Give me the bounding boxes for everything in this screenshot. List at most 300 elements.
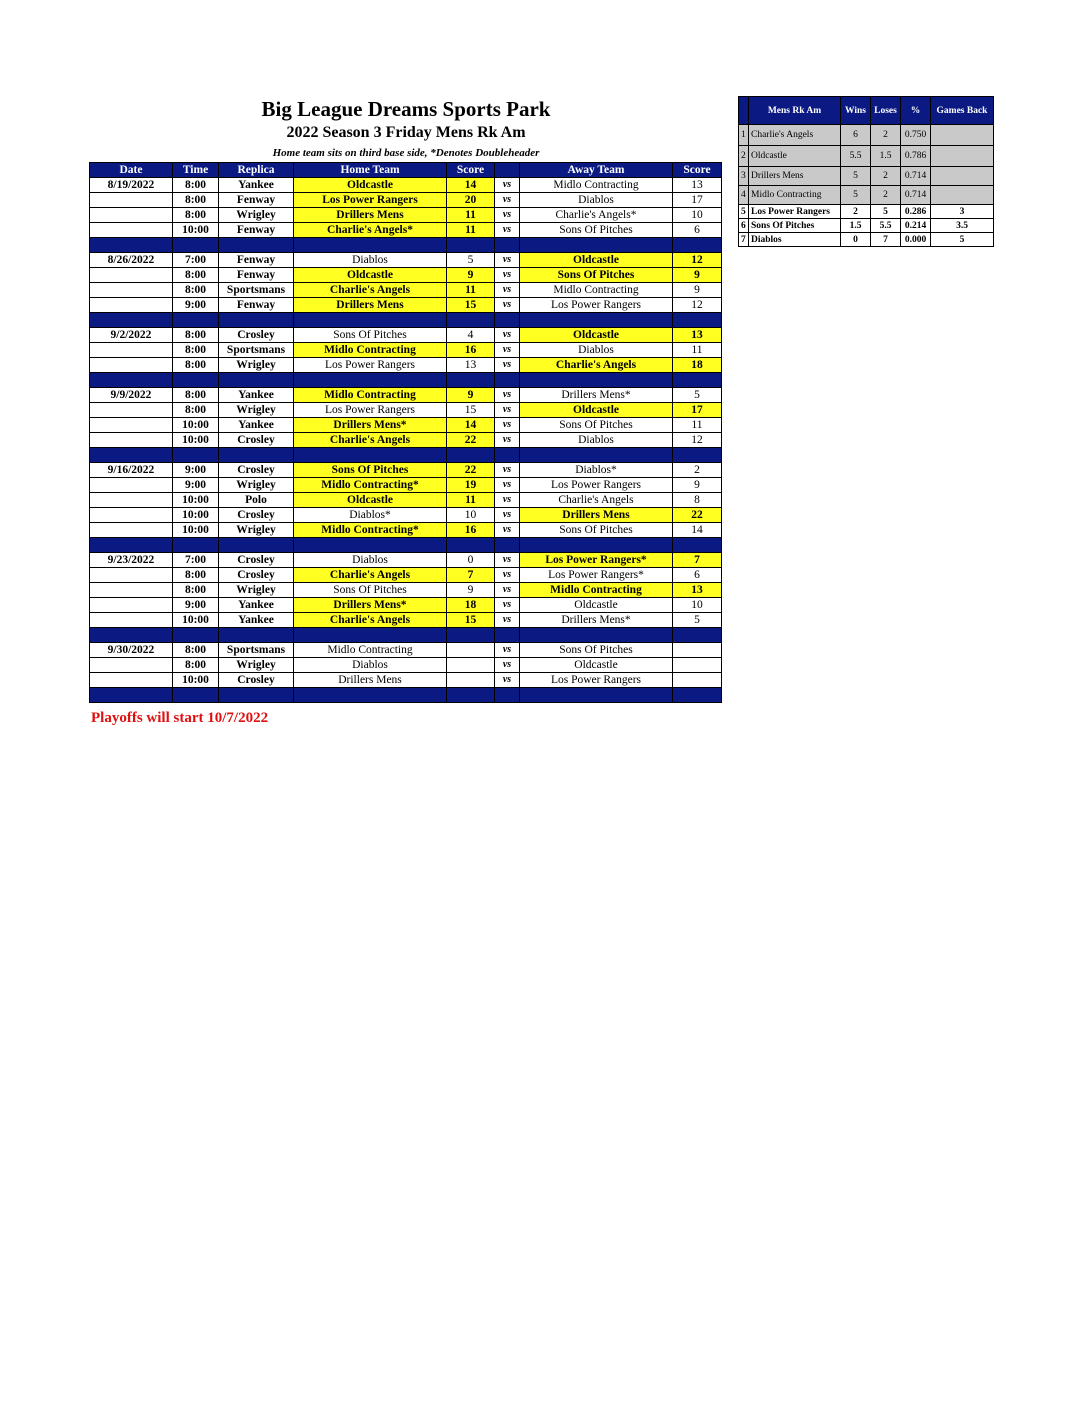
- game-time: 8:00: [173, 358, 219, 373]
- separator-cell: [447, 448, 495, 463]
- page-title: Big League Dreams Sports Park: [261, 97, 551, 121]
- separator-cell: [90, 538, 173, 553]
- home-team: Midlo Contracting: [294, 388, 447, 403]
- separator-cell: [673, 313, 722, 328]
- standings-team: Drillers Mens: [749, 167, 841, 186]
- away-score: 12: [673, 298, 722, 313]
- standings-games-back: 3.5: [931, 219, 994, 233]
- game-time: 8:00: [173, 388, 219, 403]
- separator-cell: [90, 373, 173, 388]
- standings-row: [739, 186, 994, 205]
- home-score: 4: [447, 328, 495, 343]
- home-team: Diablos: [294, 658, 447, 673]
- vs-label: vs: [495, 658, 520, 673]
- home-team: Los Power Rangers: [294, 403, 447, 418]
- standings-games-back: [931, 167, 994, 186]
- separator-cell: [219, 448, 294, 463]
- game-replica: Wrigley: [219, 583, 294, 598]
- game-row: [90, 403, 722, 418]
- away-score: 9: [673, 283, 722, 298]
- standings-rank: 7: [739, 233, 749, 247]
- separator-cell: [495, 373, 520, 388]
- game-date-empty: [90, 403, 173, 418]
- game-date-empty: [90, 343, 173, 358]
- game-replica: Yankee: [219, 598, 294, 613]
- standings-wins: 2: [841, 205, 871, 219]
- game-time: 8:00: [173, 268, 219, 283]
- away-team: Drillers Mens: [520, 508, 673, 523]
- game-date-empty: [90, 283, 173, 298]
- game-time: 10:00: [173, 493, 219, 508]
- standings-pct: 0.286: [901, 205, 931, 219]
- game-date-empty: [90, 673, 173, 688]
- vs-label: vs: [495, 208, 520, 223]
- away-team: Sons Of Pitches: [520, 268, 673, 283]
- vs-label: vs: [495, 478, 520, 493]
- vs-label: vs: [495, 253, 520, 268]
- away-team: Midlo Contracting: [520, 583, 673, 598]
- home-score: 11: [447, 208, 495, 223]
- home-score: 13: [447, 358, 495, 373]
- standings-rank: 4: [739, 186, 749, 205]
- away-score: 9: [673, 478, 722, 493]
- game-date-empty: [90, 613, 173, 628]
- separator-cell: [219, 688, 294, 703]
- away-score: 8: [673, 493, 722, 508]
- vs-label: vs: [495, 568, 520, 583]
- home-team: Charlie's Angels: [294, 433, 447, 448]
- game-time: 8:00: [173, 328, 219, 343]
- game-date: 8/26/2022: [90, 253, 173, 268]
- week-separator: [90, 313, 722, 328]
- standings-team: Sons Of Pitches: [749, 219, 841, 233]
- vs-label: vs: [495, 523, 520, 538]
- home-team: Charlie's Angels*: [294, 223, 447, 238]
- game-time: 9:00: [173, 463, 219, 478]
- standings-team: Midlo Contracting: [749, 186, 841, 205]
- game-row: [90, 658, 722, 673]
- standings-pct: 0.714: [901, 167, 931, 186]
- game-time: 8:00: [173, 283, 219, 298]
- home-score: 7: [447, 568, 495, 583]
- home-team: Sons Of Pitches: [294, 328, 447, 343]
- game-row: [90, 268, 722, 283]
- separator-cell: [673, 448, 722, 463]
- standings-wins: 0: [841, 233, 871, 247]
- game-row: [90, 298, 722, 313]
- standings-header-games-back: Games Back: [931, 97, 994, 125]
- separator-cell: [673, 628, 722, 643]
- game-row: [90, 643, 722, 658]
- col-header-replica: Replica: [219, 163, 294, 178]
- separator-cell: [495, 628, 520, 643]
- away-score: 13: [673, 328, 722, 343]
- standings-pct: 0.714: [901, 186, 931, 205]
- home-team: Charlie's Angels: [294, 283, 447, 298]
- away-score: 13: [673, 178, 722, 193]
- away-team: Sons Of Pitches: [520, 523, 673, 538]
- away-team: Los Power Rangers: [520, 673, 673, 688]
- home-score: 9: [447, 388, 495, 403]
- vs-label: vs: [495, 328, 520, 343]
- col-header-time: Time: [173, 163, 219, 178]
- home-score: 5: [447, 253, 495, 268]
- separator-cell: [294, 373, 447, 388]
- separator-cell: [447, 373, 495, 388]
- home-score: 22: [447, 463, 495, 478]
- week-separator: [90, 688, 722, 703]
- standings-row: [739, 146, 994, 167]
- game-row: [90, 418, 722, 433]
- away-team: Sons Of Pitches: [520, 418, 673, 433]
- away-team: Midlo Contracting: [520, 283, 673, 298]
- away-team: Los Power Rangers: [520, 298, 673, 313]
- separator-cell: [219, 313, 294, 328]
- game-row: [90, 193, 722, 208]
- separator-cell: [294, 313, 447, 328]
- separator-cell: [447, 688, 495, 703]
- home-team: Los Power Rangers: [294, 358, 447, 373]
- game-replica: Sportsmans: [219, 643, 294, 658]
- away-team: Diablos*: [520, 463, 673, 478]
- game-time: 8:00: [173, 208, 219, 223]
- separator-cell: [173, 688, 219, 703]
- home-score: 11: [447, 493, 495, 508]
- standings-loses: 5: [871, 205, 901, 219]
- game-row: [90, 613, 722, 628]
- game-row: [90, 343, 722, 358]
- away-team: Sons Of Pitches: [520, 643, 673, 658]
- home-score: 20: [447, 193, 495, 208]
- home-team: Charlie's Angels: [294, 613, 447, 628]
- away-score: 2: [673, 463, 722, 478]
- standings-header-loses: Loses: [871, 97, 901, 125]
- game-replica: Crosley: [219, 568, 294, 583]
- separator-cell: [219, 538, 294, 553]
- away-score: 5: [673, 613, 722, 628]
- game-replica: Yankee: [219, 178, 294, 193]
- standings-header-wins: Wins: [841, 97, 871, 125]
- away-team: Midlo Contracting: [520, 178, 673, 193]
- separator-cell: [495, 313, 520, 328]
- separator-cell: [90, 628, 173, 643]
- home-team: Diablos: [294, 253, 447, 268]
- standings-loses: 7: [871, 233, 901, 247]
- game-time: 9:00: [173, 598, 219, 613]
- game-time: 10:00: [173, 418, 219, 433]
- standings-wins: 5.5: [841, 146, 871, 167]
- away-score: 12: [673, 433, 722, 448]
- home-score: 15: [447, 613, 495, 628]
- vs-label: vs: [495, 298, 520, 313]
- game-replica: Crosley: [219, 673, 294, 688]
- home-score: [447, 643, 495, 658]
- home-team: Drillers Mens*: [294, 598, 447, 613]
- home-score: 14: [447, 178, 495, 193]
- game-time: 8:00: [173, 193, 219, 208]
- game-time: 7:00: [173, 253, 219, 268]
- game-date: 9/2/2022: [90, 328, 173, 343]
- game-row: [90, 523, 722, 538]
- home-score: 14: [447, 418, 495, 433]
- game-time: 9:00: [173, 298, 219, 313]
- game-date-empty: [90, 223, 173, 238]
- vs-label: vs: [495, 358, 520, 373]
- separator-cell: [173, 373, 219, 388]
- away-score: 17: [673, 193, 722, 208]
- home-team: Drillers Mens: [294, 298, 447, 313]
- game-replica: Wrigley: [219, 658, 294, 673]
- separator-cell: [294, 538, 447, 553]
- separator-cell: [520, 538, 673, 553]
- separator-cell: [520, 238, 673, 253]
- game-replica: Yankee: [219, 388, 294, 403]
- game-replica: Yankee: [219, 418, 294, 433]
- home-team: Midlo Contracting*: [294, 478, 447, 493]
- home-team: Midlo Contracting*: [294, 523, 447, 538]
- home-score: 16: [447, 523, 495, 538]
- standings-body: [739, 125, 994, 247]
- vs-label: vs: [495, 403, 520, 418]
- vs-label: vs: [495, 223, 520, 238]
- game-row: [90, 493, 722, 508]
- standings-table: [738, 96, 994, 247]
- away-team: Los Power Rangers*: [520, 568, 673, 583]
- separator-cell: [495, 688, 520, 703]
- home-score: 9: [447, 268, 495, 283]
- separator-cell: [90, 238, 173, 253]
- game-replica: Crosley: [219, 433, 294, 448]
- game-date-empty: [90, 208, 173, 223]
- standings-team: Diablos: [749, 233, 841, 247]
- separator-cell: [90, 313, 173, 328]
- away-score: 6: [673, 223, 722, 238]
- game-replica: Fenway: [219, 223, 294, 238]
- home-score: 11: [447, 283, 495, 298]
- game-replica: Wrigley: [219, 403, 294, 418]
- game-date: 9/30/2022: [90, 643, 173, 658]
- col-header-away-score: Score: [673, 163, 722, 178]
- vs-label: vs: [495, 598, 520, 613]
- game-time: 8:00: [173, 178, 219, 193]
- game-time: 7:00: [173, 553, 219, 568]
- season-subtitle: 2022 Season 3 Friday Mens Rk Am: [286, 124, 526, 141]
- game-date-empty: [90, 583, 173, 598]
- home-score: 0: [447, 553, 495, 568]
- away-team: Charlie's Angels: [520, 493, 673, 508]
- schedule-table: [89, 162, 722, 703]
- game-row: [90, 358, 722, 373]
- standings-games-back: 3: [931, 205, 994, 219]
- standings-rank: 3: [739, 167, 749, 186]
- away-team: Diablos: [520, 433, 673, 448]
- schedule-note: Home team sits on third base side, *Denotes Doubleheader: [272, 147, 540, 159]
- game-date-empty: [90, 193, 173, 208]
- standings-loses: 2: [871, 186, 901, 205]
- home-score: 18: [447, 598, 495, 613]
- separator-cell: [673, 688, 722, 703]
- schedule-header-row: [90, 163, 722, 178]
- standings-pct: 0.214: [901, 219, 931, 233]
- game-time: 8:00: [173, 643, 219, 658]
- game-date-empty: [90, 418, 173, 433]
- standings-games-back: [931, 146, 994, 167]
- game-time: 10:00: [173, 673, 219, 688]
- standings-team: Los Power Rangers: [749, 205, 841, 219]
- vs-label: vs: [495, 388, 520, 403]
- separator-cell: [294, 688, 447, 703]
- vs-label: vs: [495, 178, 520, 193]
- game-replica: Fenway: [219, 193, 294, 208]
- separator-cell: [294, 628, 447, 643]
- game-row: [90, 253, 722, 268]
- game-row: [90, 433, 722, 448]
- standings-row: [739, 219, 994, 233]
- standings-loses: 1.5: [871, 146, 901, 167]
- game-date-empty: [90, 493, 173, 508]
- game-row: [90, 178, 722, 193]
- standings-wins: 5: [841, 167, 871, 186]
- game-replica: Fenway: [219, 298, 294, 313]
- home-team: Sons Of Pitches: [294, 463, 447, 478]
- home-score: [447, 673, 495, 688]
- separator-cell: [447, 238, 495, 253]
- separator-cell: [219, 238, 294, 253]
- game-replica: Fenway: [219, 268, 294, 283]
- playoffs-note: Playoffs will start 10/7/2022: [91, 710, 269, 726]
- week-separator: [90, 373, 722, 388]
- away-team: Sons Of Pitches: [520, 223, 673, 238]
- home-score: [447, 658, 495, 673]
- game-row: [90, 568, 722, 583]
- standings-row: [739, 205, 994, 219]
- home-team: Los Power Rangers: [294, 193, 447, 208]
- vs-label: vs: [495, 283, 520, 298]
- vs-label: vs: [495, 463, 520, 478]
- game-date-empty: [90, 508, 173, 523]
- col-header-home-team: Home Team: [294, 163, 447, 178]
- separator-cell: [173, 448, 219, 463]
- standings-loses: 2: [871, 125, 901, 146]
- away-score: 7: [673, 553, 722, 568]
- game-replica: Crosley: [219, 463, 294, 478]
- game-replica: Wrigley: [219, 478, 294, 493]
- standings-row: [739, 125, 994, 146]
- away-team: Oldcastle: [520, 253, 673, 268]
- home-team: Diablos: [294, 553, 447, 568]
- separator-cell: [673, 373, 722, 388]
- game-date-empty: [90, 478, 173, 493]
- standings-wins: 1.5: [841, 219, 871, 233]
- home-score: 11: [447, 223, 495, 238]
- home-score: 15: [447, 403, 495, 418]
- game-date-empty: [90, 598, 173, 613]
- game-replica: Wrigley: [219, 523, 294, 538]
- away-score: 9: [673, 268, 722, 283]
- separator-cell: [495, 238, 520, 253]
- game-time: 8:00: [173, 403, 219, 418]
- game-date: 9/23/2022: [90, 553, 173, 568]
- schedule-body: [90, 178, 722, 703]
- game-row: [90, 508, 722, 523]
- home-team: Charlie's Angels: [294, 568, 447, 583]
- away-team: Oldcastle: [520, 658, 673, 673]
- separator-cell: [173, 238, 219, 253]
- separator-cell: [520, 313, 673, 328]
- separator-cell: [495, 448, 520, 463]
- away-score: 13: [673, 583, 722, 598]
- vs-label: vs: [495, 583, 520, 598]
- home-team: Drillers Mens: [294, 673, 447, 688]
- game-row: [90, 598, 722, 613]
- separator-cell: [673, 538, 722, 553]
- away-score: 6: [673, 568, 722, 583]
- away-score: 22: [673, 508, 722, 523]
- home-score: 16: [447, 343, 495, 358]
- standings-header-rank: [739, 97, 749, 125]
- game-time: 8:00: [173, 568, 219, 583]
- standings-wins: 6: [841, 125, 871, 146]
- game-replica: Polo: [219, 493, 294, 508]
- away-team: Drillers Mens*: [520, 388, 673, 403]
- game-row: [90, 583, 722, 598]
- separator-cell: [520, 688, 673, 703]
- col-header-date: Date: [90, 163, 173, 178]
- game-time: 10:00: [173, 613, 219, 628]
- away-score: 5: [673, 388, 722, 403]
- game-date-empty: [90, 433, 173, 448]
- away-score: 10: [673, 208, 722, 223]
- game-time: 8:00: [173, 658, 219, 673]
- game-replica: Crosley: [219, 508, 294, 523]
- vs-label: vs: [495, 433, 520, 448]
- game-replica: Wrigley: [219, 208, 294, 223]
- game-date-empty: [90, 523, 173, 538]
- col-header-away-team: Away Team: [520, 163, 673, 178]
- game-row: [90, 208, 722, 223]
- vs-label: vs: [495, 643, 520, 658]
- standings-loses: 2: [871, 167, 901, 186]
- home-team: Oldcastle: [294, 178, 447, 193]
- game-replica: Wrigley: [219, 358, 294, 373]
- standings-rank: 6: [739, 219, 749, 233]
- standings-games-back: [931, 186, 994, 205]
- game-row: [90, 388, 722, 403]
- game-date: 9/16/2022: [90, 463, 173, 478]
- game-date-empty: [90, 268, 173, 283]
- game-date-empty: [90, 358, 173, 373]
- standings-games-back: [931, 125, 994, 146]
- week-separator: [90, 448, 722, 463]
- vs-label: vs: [495, 493, 520, 508]
- game-time: 8:00: [173, 343, 219, 358]
- standings-rank: 2: [739, 146, 749, 167]
- away-score: [673, 643, 722, 658]
- col-header-vs: [495, 163, 520, 178]
- away-score: 11: [673, 418, 722, 433]
- away-score: 17: [673, 403, 722, 418]
- away-score: 14: [673, 523, 722, 538]
- game-row: [90, 673, 722, 688]
- game-row: [90, 553, 722, 568]
- home-team: Drillers Mens*: [294, 418, 447, 433]
- away-team: Charlie's Angels: [520, 358, 673, 373]
- week-separator: [90, 238, 722, 253]
- separator-cell: [173, 628, 219, 643]
- vs-label: vs: [495, 553, 520, 568]
- separator-cell: [219, 628, 294, 643]
- home-score: 9: [447, 583, 495, 598]
